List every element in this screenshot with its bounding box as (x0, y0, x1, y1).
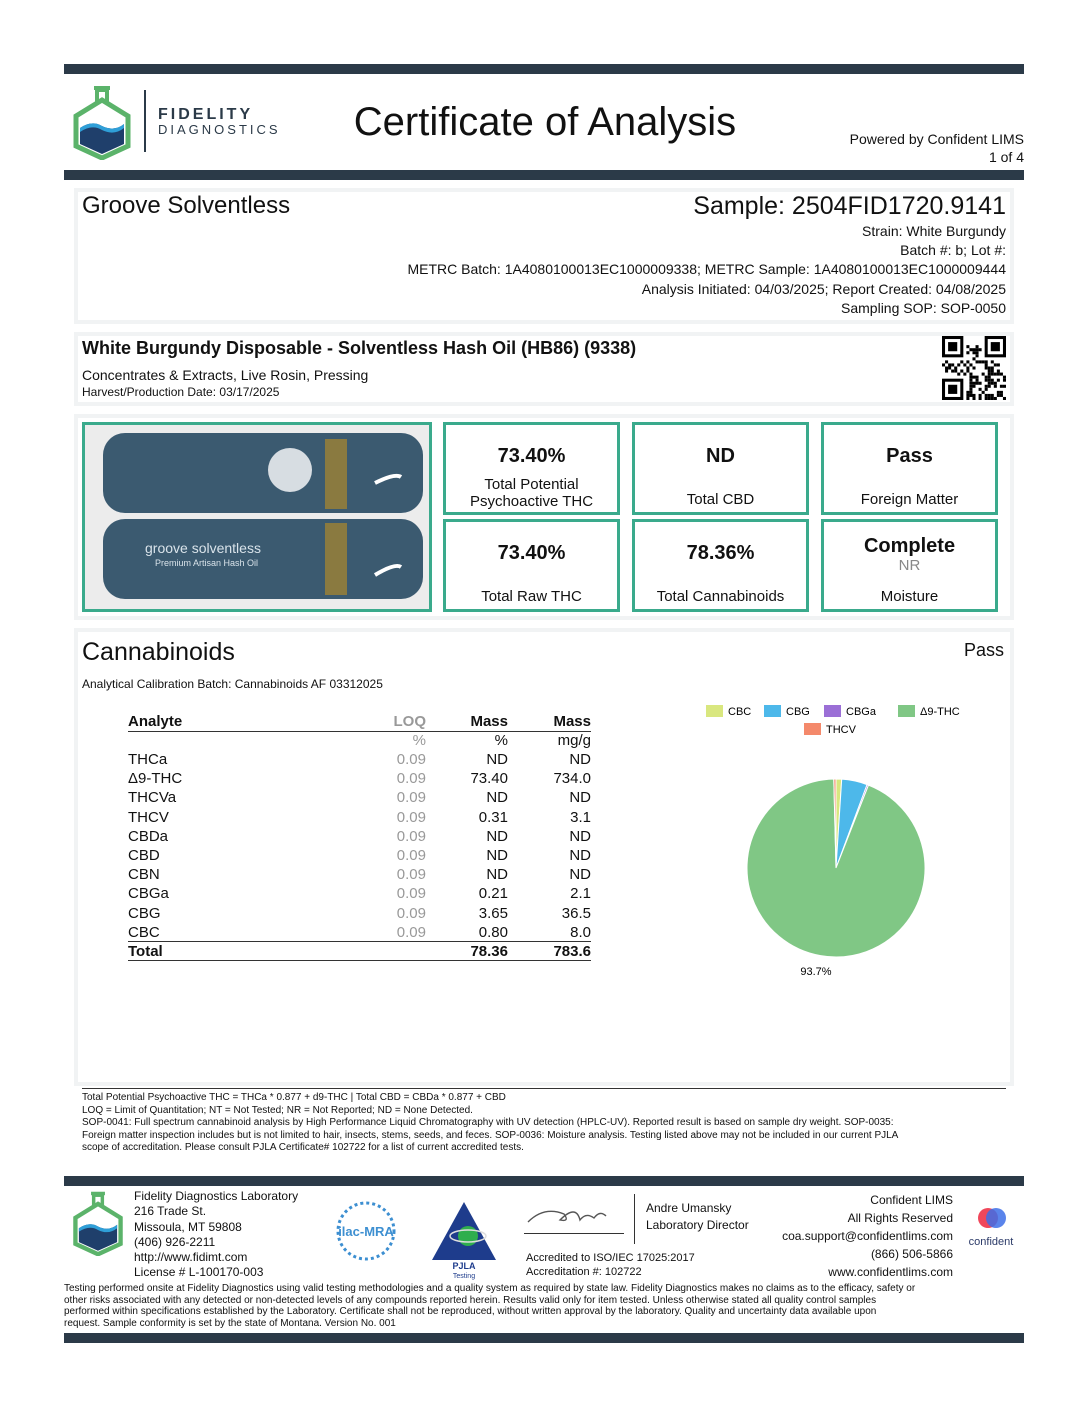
text-line: Testing performed onsite at Fidelity Diagnostics using valid testing methodologies and a quality system as required by state law. Fidelity Diagnostics makes no claims as to the efficacy, safety or (64, 1283, 916, 1294)
text-line: 216 Trade St. (134, 1204, 207, 1219)
table-unit: mg/g (557, 732, 591, 750)
table-cell: CBC (128, 923, 160, 941)
harvest-date: Harvest/Production Date: 03/17/2025 (82, 385, 280, 399)
table-cell: 0.80 (478, 923, 508, 941)
table-header: Mass (470, 712, 508, 730)
pjla-text: PJLA (452, 1261, 476, 1271)
table-unit: % (494, 732, 508, 750)
text-line: LOQ = Limit of Quantitation; NT = Not Tested; NR = Not Reported; ND = None Detected. (82, 1104, 473, 1116)
table-cell: 0.09 (396, 827, 426, 845)
table-cell: 0.09 (396, 789, 426, 807)
table-cell: 2.1 (570, 885, 591, 903)
legend-label: Δ9-THC (920, 706, 960, 718)
table-cell: 0.09 (396, 885, 426, 903)
table-cell: ND (569, 866, 591, 884)
table-row (128, 846, 591, 865)
table-row (128, 769, 591, 788)
client-name: Groove Solventless (82, 192, 291, 219)
table-cell: 734.0 (553, 770, 591, 788)
table-cell: ND (486, 827, 508, 845)
text-line: SOP-0041: Full spectrum cannabinoid analysis by High Performance Liquid Chromatography with UV detection (HPLC-UV). Reported result is based on sample dry weight. SOP-0035: (82, 1117, 894, 1128)
accreditation-number: Accreditation #: 102722 (526, 1266, 642, 1278)
summary-label: Total Raw THC (481, 588, 582, 605)
ilac-mra-logo (328, 1200, 404, 1262)
cannabinoids-title: Cannabinoids (82, 638, 235, 666)
table-cell: 78.36 (470, 942, 508, 960)
table-cell: CBD (128, 847, 160, 865)
text-line: Total Potential Psychoactive THC = THCa * 0.877 + d9-THC | Total CBD = CBDa * 0.877 + CBD (82, 1092, 506, 1103)
sample-info-panel (74, 188, 1014, 324)
signer-title: Laboratory Director (646, 1218, 749, 1232)
photo-sub-text: Premium Artisan Hash Oil (155, 558, 259, 568)
cannabinoid-pie-chart (700, 700, 980, 990)
table-cell: THCV (128, 808, 169, 826)
table-cell: ND (486, 866, 508, 884)
table-row (128, 884, 591, 903)
pjla-logo (426, 1198, 502, 1280)
brand-line2: DIAGNOSTICS (158, 122, 281, 137)
product-photo (82, 422, 432, 612)
table-row (128, 923, 591, 942)
table-cell: ND (569, 751, 591, 769)
logo-divider (144, 90, 146, 152)
table-row (128, 865, 591, 884)
table-cell: CBG (128, 904, 161, 922)
summary-label: Moisture (880, 588, 939, 605)
table-cell: 0.09 (396, 866, 426, 884)
summary-value: Complete (863, 535, 956, 557)
summary-value: 73.40% (497, 542, 566, 564)
summary-value: Pass (886, 445, 933, 467)
text-line: coa.support@confidentlims.com (782, 1229, 953, 1243)
powered-by: Powered by Confident LIMS (849, 131, 1024, 147)
text-line: Confident LIMS (870, 1193, 953, 1207)
header-bottom-bar (64, 170, 1024, 180)
summary-box (632, 519, 809, 612)
signer-divider (634, 1194, 635, 1244)
text-line: performed within specifications established by the Laboratory. Certificate shall not be reproduced, without written approval by the laboratory. Quality and uncertainty data available upon (64, 1306, 877, 1317)
summary-box (443, 519, 620, 612)
text-line: License # L-100170-003 (134, 1265, 264, 1280)
table-cell: ND (569, 847, 591, 865)
legend-label: CBG (786, 706, 810, 718)
table-cell: Total (128, 942, 163, 960)
page-number: 1 of 4 (988, 149, 1024, 165)
strain: Strain: White Burgundy (862, 223, 1006, 239)
table-cell: 36.5 (561, 904, 591, 922)
table-row (128, 750, 591, 769)
legend-swatch (706, 705, 723, 717)
text-line: http://www.fidimt.com (134, 1250, 248, 1265)
table-cell: 0.09 (396, 847, 426, 865)
signature-line (524, 1233, 624, 1234)
summary-label: Total Potential Psychoactive THC (469, 476, 594, 510)
summary-value: ND (706, 445, 735, 467)
cannabinoids-status: Pass (963, 640, 1004, 660)
batch: Batch #: b; Lot #: (900, 242, 1006, 258)
notes-divider (82, 1088, 1006, 1089)
table-row (128, 827, 591, 846)
summary-value: 78.36% (686, 542, 755, 564)
table-row (128, 808, 591, 827)
summary-label: Total CBD (686, 491, 755, 508)
text-line: Fidelity Diagnostics Laboratory (134, 1189, 299, 1203)
table-cell: 73.40 (470, 770, 508, 788)
legend-label: CBGa (846, 706, 876, 718)
table-total-row (128, 942, 591, 961)
cannabinoids-table (128, 712, 591, 961)
table-cell: 783.6 (553, 942, 591, 960)
table-cell: 0.21 (478, 885, 508, 903)
text-line: other risks associated with any detected or non-detected levels of any compounds reported herein. Results valid only for item tested. Unless otherwise stated all quality control samples (64, 1294, 877, 1306)
table-cell: ND (486, 847, 508, 865)
table-cell: 3.65 (478, 904, 508, 922)
top-bar (64, 64, 1024, 74)
sample-id: Sample: 2504FID1720.9141 (693, 192, 1006, 220)
table-cell: CBGa (128, 885, 169, 903)
product-panel (74, 332, 1014, 406)
table-header: Analyte (128, 712, 183, 730)
confident-contact (782, 1191, 953, 1281)
table-cell: 0.09 (396, 904, 426, 922)
dates: Analysis Initiated: 04/03/2025; Report Created: 04/08/2025 (641, 281, 1006, 297)
product-category: Concentrates & Extracts, Live Rosin, Pressing (82, 367, 369, 383)
table-cell: 0.09 (396, 808, 426, 826)
table-cell: ND (569, 789, 591, 807)
text-line: All Rights Reserved (847, 1211, 953, 1225)
accreditation-iso: Accredited to ISO/IEC 17025:2017 (526, 1252, 695, 1264)
table-cell: 0.09 (396, 751, 426, 769)
legend-swatch (804, 723, 821, 735)
footer-top-bar (64, 1176, 1024, 1186)
summary-value: 73.40% (497, 445, 566, 467)
ilac-text: ilac-MRA (338, 1224, 394, 1239)
product-name: White Burgundy Disposable - Solventless Hash Oil (HB86) (9338) (82, 338, 637, 358)
notes (82, 1092, 1012, 1155)
confident-logo (966, 1202, 1022, 1252)
summary-box (821, 422, 998, 515)
table-cell: THCa (128, 751, 168, 769)
text-line: Foreign matter inspection includes but is not limited to hair, insects, stems, seeds, and feces. SOP-0036: Moisture analysis. Testing listed above may not be included in our current PJLA (82, 1129, 899, 1141)
summary-label: Foreign Matter (860, 491, 959, 508)
sampling-sop: Sampling SOP: SOP-0050 (841, 300, 1006, 316)
table-cell: CBN (128, 866, 160, 884)
calibration-batch: Analytical Calibration Batch: Cannabinoids AF 03312025 (82, 677, 383, 691)
table-row (128, 788, 591, 807)
lab-address (134, 1189, 298, 1281)
text-line: scope of accreditation. Please consult PJLA Certificate# 102722 for a list of current accredited tests. (82, 1142, 524, 1153)
text-line: (406) 926-2211 (134, 1234, 216, 1249)
photo-brand-text: groove solventless (145, 540, 261, 556)
table-cell: 0.09 (396, 770, 426, 788)
metrc: METRC Batch: 1A4080100013EC1000009338; METRC Sample: 1A4080100013EC1000009444 (407, 261, 1006, 277)
table-header: LOQ (393, 712, 426, 730)
legend-swatch (824, 705, 841, 717)
table-unit (128, 731, 278, 750)
table-cell: CBDa (128, 827, 169, 845)
table-row (128, 904, 591, 923)
page-title: Certificate of Analysis (353, 100, 737, 144)
brand-line1: FIDELITY (158, 106, 254, 123)
disclaimer (64, 1283, 1024, 1329)
pie-data-label: 93.7% (800, 966, 832, 978)
table-cell: ND (486, 789, 508, 807)
summary-label: Total Cannabinoids (656, 588, 785, 605)
text-line: (866) 506-5866 (870, 1247, 953, 1261)
confident-logo-text: confident (968, 1236, 1014, 1248)
footer-logo (70, 1190, 126, 1254)
signature (524, 1198, 624, 1232)
summary-box (821, 519, 998, 612)
table-cell: Δ9-THC (128, 770, 183, 788)
table-cell: 0.09 (396, 923, 426, 941)
summary-box (443, 422, 620, 515)
legend-swatch (898, 705, 915, 717)
table-unit: % (412, 732, 426, 750)
table-cell: 8.0 (570, 923, 591, 941)
legend-label: CBC (728, 706, 752, 718)
pjla-sub-text: Testing (452, 1273, 476, 1280)
table-cell: 0.31 (478, 808, 508, 826)
table-cell: ND (569, 827, 591, 845)
table-cell: THCVa (128, 789, 177, 807)
fidelity-logo (70, 84, 134, 160)
qr-code (942, 336, 1006, 400)
signer-name: Andre Umansky (646, 1201, 732, 1215)
text-line: Missoula, MT 59808 (134, 1219, 242, 1234)
table-cell: ND (486, 751, 508, 769)
legend-swatch (764, 705, 781, 717)
text-line: www.confidentlims.com (828, 1265, 953, 1279)
table-header: Mass (553, 712, 591, 730)
summary-box (632, 422, 809, 515)
summary-sub: NR (898, 557, 921, 574)
legend-label: THCV (826, 724, 856, 736)
table-cell: 3.1 (570, 808, 591, 826)
footer-bottom-bar (64, 1333, 1024, 1343)
text-line: request. Sample conformity is set by the state of Montana. Version No. 001 (64, 1317, 396, 1329)
